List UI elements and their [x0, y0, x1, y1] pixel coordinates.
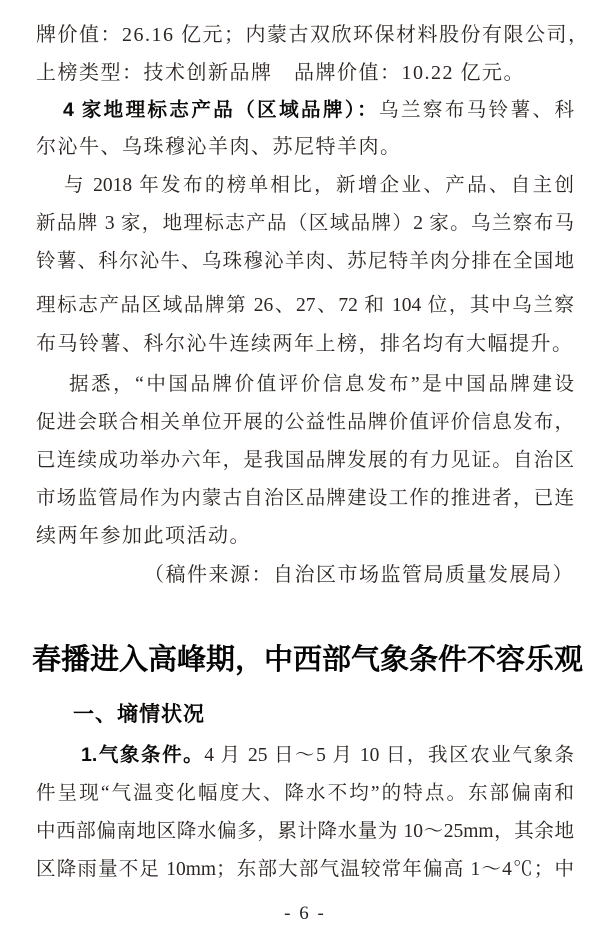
text-line: [36, 485, 574, 512]
text-line: [69, 371, 574, 398]
text-line: [36, 447, 574, 474]
text-run: 4 月 25 日～5 月 10 日，我区农业气象条: [204, 745, 574, 766]
text-line: [36, 60, 525, 87]
text-line: [36, 210, 574, 237]
source-attribution-line: [36, 562, 574, 589]
text-run: 与 2018 年发布的榜单相比，新增企业、产品、自主创: [64, 175, 574, 196]
text-run: 据悉，“中国品牌价值评价信息发布”是中国品牌建设: [69, 374, 574, 395]
text-run: 新品牌 3 家，地理标志产品（区域品牌）2 家。乌兰察布马: [36, 213, 574, 234]
text-run: 中西部偏南地区降水偏多，累计降水量为 10～25mm，其余地: [36, 821, 574, 842]
text-line: [36, 409, 574, 436]
text-line: [36, 523, 251, 550]
text-run: 牌价值：26.16 亿元；内蒙古双欣环保材料股份有限公司，: [36, 24, 590, 46]
text-run: 布马铃薯、科尔沁牛连续两年上榜，排名均有大幅提升。: [36, 333, 574, 355]
section-heading-soil-moisture: 一、墒情状况: [73, 703, 205, 726]
page-number: - 6 -: [284, 903, 326, 924]
text-run: 乌兰察布马铃薯、科: [379, 100, 574, 121]
text-line: [36, 248, 574, 275]
text-run: 理标志产品区域品牌第 26、27、72 和 104 位，其中乌兰察: [36, 295, 574, 316]
text-run: 上榜类型：技术创新品牌 品牌价值：10.22 亿元。: [36, 62, 525, 84]
text-line: [36, 856, 574, 883]
text-line: [64, 172, 574, 199]
text-line: [63, 97, 574, 124]
text-run: 促进会联合相关单位开展的公益性品牌价值评价信息发布，: [36, 412, 574, 433]
text-line: [36, 331, 574, 358]
text-line: [36, 818, 574, 845]
text-line: [36, 292, 574, 319]
text-run: 已连续成功举办六年，是我国品牌发展的有力见证。自治区: [36, 450, 574, 471]
text-line: [81, 742, 574, 769]
text-run: （稿件来源：自治区市场监管局质量发展局）: [144, 564, 574, 586]
text-run: 区降雨量不足 10mm；东部大部气温较常年偏高 1～4℃；中: [36, 859, 574, 880]
text-run: 续两年参加此项活动。: [36, 525, 251, 547]
text-line: [36, 22, 590, 49]
bold-run: 4 家地理标志产品（区域品牌）：: [63, 99, 380, 121]
text-run: 市场监管局作为内蒙古自治区品牌建设工作的推进者，已连: [36, 488, 574, 509]
text-run: 尔沁牛、乌珠穆沁羊肉、苏尼特羊肉。: [36, 136, 402, 158]
text-line: [36, 780, 574, 807]
weather-article-title: 春播进入高峰期，中西部气象条件不容乐观: [32, 644, 584, 676]
text-run: 铃薯、科尔沁牛、乌珠穆沁羊肉、苏尼特羊肉分排在全国地: [36, 251, 574, 272]
text-run: 件呈现“气温变化幅度大、降水不均”的特点。东部偏南和: [36, 783, 574, 804]
bold-run: 1.气象条件。: [81, 744, 205, 766]
text-line: [36, 134, 402, 161]
